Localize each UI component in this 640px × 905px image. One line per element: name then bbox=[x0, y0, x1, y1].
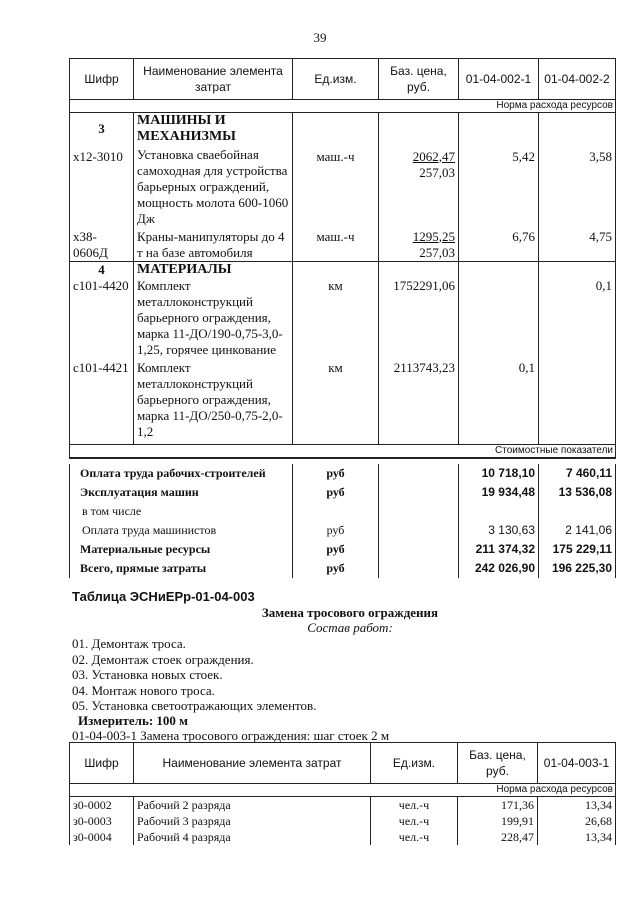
summary-label: Эксплуатация машин bbox=[70, 483, 293, 502]
header-unit: Ед.изм. bbox=[371, 743, 458, 784]
row-price: 1295,25 bbox=[412, 228, 455, 244]
work-composition-heading: Состав работ: bbox=[307, 620, 393, 635]
list-item: 05. Установка светоотражающих элементов. bbox=[72, 698, 317, 713]
table-row bbox=[70, 829, 616, 845]
row-price-machinist: 257,03 bbox=[419, 244, 455, 260]
list-item: 04. Монтаж нового троса. bbox=[72, 682, 215, 698]
summary-label: в том числе bbox=[70, 502, 293, 521]
row-unit: км bbox=[293, 360, 379, 445]
row-value: 26,68 bbox=[538, 813, 616, 829]
row-unit: маш.-ч bbox=[293, 229, 379, 262]
row-unit: чел.-ч bbox=[371, 797, 458, 814]
row-price: 2062,47 bbox=[412, 148, 455, 164]
summary-unit: руб bbox=[293, 464, 379, 483]
summary-value-1: 3 130,63 bbox=[459, 521, 539, 540]
summary-value-2 bbox=[539, 502, 616, 521]
header-unit: Ед.изм. bbox=[293, 59, 379, 100]
row-name: Краны-манипуляторы до 4 т на базе автомобиля bbox=[134, 229, 293, 262]
list-item: 01. Демонтаж троса. bbox=[72, 636, 186, 651]
row-price: 1752291,06 bbox=[379, 278, 459, 360]
resource-table-01-04-003 bbox=[69, 742, 616, 845]
header-price: Баз. цена, руб. bbox=[379, 59, 459, 100]
row-unit: маш.-ч bbox=[293, 147, 379, 229]
row-unit: км bbox=[293, 278, 379, 360]
section-number: 3 bbox=[70, 113, 134, 147]
summary-unit: руб bbox=[293, 540, 379, 559]
summary-row bbox=[70, 540, 616, 559]
summary-row bbox=[70, 502, 616, 521]
row-name: Рабочий 2 разряда bbox=[134, 797, 371, 814]
header-col-1: 01-04-002-1 bbox=[459, 59, 539, 100]
row-value-1: 0,1 bbox=[459, 360, 539, 445]
summary-value-1: 211 374,32 bbox=[459, 540, 539, 559]
row-unit: чел.-ч bbox=[371, 829, 458, 845]
row-value-1: 6,76 bbox=[459, 229, 539, 262]
header-col-2: 01-04-002-2 bbox=[539, 59, 616, 100]
work-list bbox=[72, 636, 316, 714]
table-row bbox=[70, 147, 616, 229]
summary-label: Оплата труда машинистов bbox=[70, 521, 293, 540]
variant-label: 01-04-003-1 Замена тросового ограждения: шаг стоек 2 м bbox=[72, 728, 390, 743]
section-title: МАШИНЫ И МЕХАНИЗМЫ bbox=[134, 113, 293, 147]
cost-note: Стоимостные показатели bbox=[70, 444, 616, 458]
row-name: Комплект металлоконструкций барьерного ограждения, марка 11-ДО/190-0,75-3,0-1,25, горячее цинкование bbox=[134, 278, 293, 360]
summary-unit bbox=[293, 502, 379, 521]
summary-price bbox=[379, 540, 459, 559]
header-name: Наименование элемента затрат bbox=[134, 743, 371, 784]
cost-summary-table bbox=[69, 464, 616, 578]
summary-value-1: 10 718,10 bbox=[459, 464, 539, 483]
row-code: х38-0606Д bbox=[70, 229, 134, 262]
summary-value-2: 2 141,06 bbox=[539, 521, 616, 540]
list-item: 02. Демонтаж стоек ограждения. bbox=[72, 651, 254, 667]
summary-row bbox=[70, 464, 616, 483]
row-value-2 bbox=[539, 360, 616, 445]
summary-value-1 bbox=[459, 502, 539, 521]
row-name: Комплект металлоконструкций барьерного ограждения, марка 11-ДО/250-0,75-2,0-1,2 bbox=[134, 360, 293, 445]
row-name: Рабочий 3 разряда bbox=[134, 813, 371, 829]
summary-value-2: 7 460,11 bbox=[539, 464, 616, 483]
row-value-2: 0,1 bbox=[539, 278, 616, 360]
summary-price bbox=[379, 483, 459, 502]
table-row bbox=[70, 797, 616, 814]
header-code: Шифр bbox=[70, 59, 134, 100]
table-caption: Замена тросового ограждения bbox=[261, 605, 439, 620]
summary-value-2: 196 225,30 bbox=[539, 559, 616, 578]
row-name: Установка сваебойная самоходная для устройства барьерных ограждений, мощность молота 600-1060 Дж bbox=[134, 147, 293, 229]
summary-label: Оплата труда рабочих-строителей bbox=[70, 464, 293, 483]
header-col-1: 01-04-003-1 bbox=[538, 743, 616, 784]
summary-label: Материальные ресурсы bbox=[70, 540, 293, 559]
section-number: 4 bbox=[70, 261, 134, 278]
summary-unit: руб bbox=[293, 521, 379, 540]
table-row bbox=[70, 229, 616, 262]
summary-row bbox=[70, 559, 616, 578]
summary-price bbox=[379, 464, 459, 483]
row-value: 13,34 bbox=[538, 829, 616, 845]
summary-label: Всего, прямые затраты bbox=[70, 559, 293, 578]
page-number: 39 bbox=[313, 30, 327, 45]
row-value: 13,34 bbox=[538, 797, 616, 814]
row-code: з0-0003 bbox=[70, 813, 134, 829]
summary-value-2: 13 536,08 bbox=[539, 483, 616, 502]
row-value-2: 4,75 bbox=[539, 229, 616, 262]
summary-row bbox=[70, 521, 616, 540]
row-code: з0-0002 bbox=[70, 797, 134, 814]
norm-note: Норма расхода ресурсов bbox=[70, 784, 616, 797]
row-code: с101-4420 bbox=[70, 278, 134, 360]
row-code: с101-4421 bbox=[70, 360, 134, 445]
summary-value-1: 242 026,90 bbox=[459, 559, 539, 578]
summary-value-1: 19 934,48 bbox=[459, 483, 539, 502]
row-price-machinist: 257,03 bbox=[419, 164, 455, 180]
header-price: Баз. цена, руб. bbox=[458, 743, 538, 784]
meter-label: Измеритель: 100 м bbox=[78, 713, 189, 728]
summary-price bbox=[379, 559, 459, 578]
summary-value-2: 175 229,11 bbox=[539, 540, 616, 559]
list-item: 03. Установка новых стоек. bbox=[72, 667, 223, 682]
row-name: Рабочий 4 разряда bbox=[134, 829, 371, 845]
row-value-1: 5,42 bbox=[459, 147, 539, 229]
row-code: з0-0004 bbox=[70, 829, 134, 845]
table-row bbox=[70, 360, 616, 445]
summary-row bbox=[70, 483, 616, 502]
summary-price bbox=[379, 502, 459, 521]
row-unit: чел.-ч bbox=[371, 813, 458, 829]
row-value-1 bbox=[459, 278, 539, 360]
header-code: Шифр bbox=[70, 743, 134, 784]
norm-note: Норма расхода ресурсов bbox=[70, 100, 616, 113]
row-code: х12-3010 bbox=[70, 147, 134, 229]
row-price: 228,47 bbox=[458, 829, 538, 845]
table-number: Таблица ЭСНиЕРр-01-04-003 bbox=[72, 589, 255, 604]
summary-price bbox=[379, 521, 459, 540]
summary-unit: руб bbox=[293, 559, 379, 578]
resource-table-01-04-002 bbox=[69, 58, 616, 459]
row-price: 2113743,23 bbox=[379, 360, 459, 445]
table-row bbox=[70, 813, 616, 829]
row-price: 199,91 bbox=[458, 813, 538, 829]
row-price: 171,36 bbox=[458, 797, 538, 814]
header-name: Наименование элемента затрат bbox=[134, 59, 293, 100]
summary-unit: руб bbox=[293, 483, 379, 502]
section-title: МАТЕРИАЛЫ bbox=[134, 261, 293, 278]
row-value-2: 3,58 bbox=[539, 147, 616, 229]
table-header-row bbox=[70, 59, 616, 100]
table-row bbox=[70, 278, 616, 360]
